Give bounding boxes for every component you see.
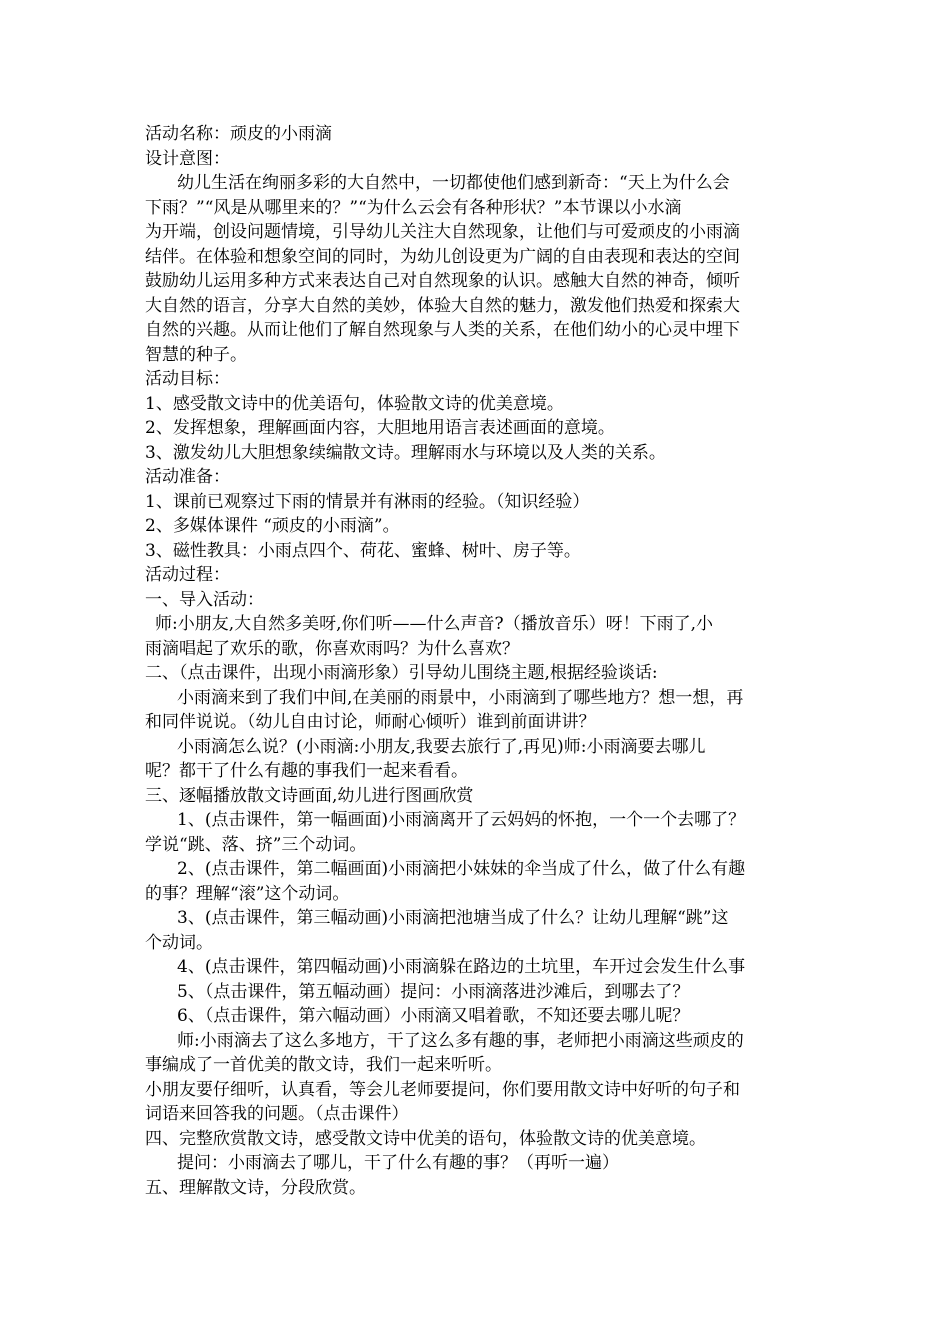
text-line: 五、理解散文诗，分段欣赏。 [145,1177,366,1198]
text-line: 小雨滴来到了我们中间,在美丽的雨景中，小雨滴到了哪些地方？想一想，再 [177,687,744,708]
text-line: 1、课前已观察过下雨的情景并有淋雨的经验。（知识经验） [145,491,590,512]
text-line: 四、完整欣赏散文诗，感受散文诗中优美的语句，体验散文诗的优美意境。 [145,1128,706,1149]
text-line: 为开端，创设问题情境，引导幼儿关注大自然现象，让他们与可爱顽皮的小雨滴 [145,222,740,242]
text-line: 师:小雨滴去了这么多地方，干了这么多有趣的事，老师把小雨滴这些顽皮的 [177,1030,744,1051]
text-line: 3、激发幼儿大胆想象续编散文诗。理解雨水与环境以及人类的关系。 [145,442,666,463]
text-line: 2、多媒体课件 “顽皮的小雨滴”。 [145,516,400,536]
document-page [145,122,810,1200]
text-line: 三、逐幅播放散文诗画面,幼儿进行图画欣赏 [145,785,474,806]
text-line: 下雨？”“风是从哪里来的？”“为什么云会有各种形状？”本节课以小水滴 [145,197,682,218]
text-line: 提问：小雨滴去了哪儿，干了什么有趣的事？（再听一遍） [177,1153,619,1173]
text-line: 学说“跳、落、挤”三个动词。 [145,834,367,855]
text-line: 幼儿生活在绚丽多彩的大自然中，一切都使他们感到新奇：“天上为什么会 [177,173,730,193]
text-line: 呢？都干了什么有趣的事我们一起来看看。 [145,761,468,781]
text-line: 智慧的种子。 [145,344,247,365]
text-line: 2、发挥想象，理解画面内容，大胆地用语言表述画面的意境。 [145,418,615,438]
text-line: 设计意图： [145,148,230,169]
text-line: 3、(点击课件，第三幅动画)小雨滴把池塘当成了什么？让幼儿理解“跳”这 [177,908,729,928]
text-line: 1、感受散文诗中的优美语句，体验散文诗的优美意境。 [145,393,564,414]
text-line: 小朋友要仔细听，认真看，等会儿老师要提问，你们要用散文诗中好听的句子和 [145,1079,740,1100]
text-line: 事编成了一首优美的散文诗，我们一起来听听。 [145,1055,502,1075]
text-line: 结伴。在体验和想象空间的同时，为幼儿创设更为广阔的自由表现和表达的空间 [145,246,740,267]
text-line: 雨滴唱起了欢乐的歌，你喜欢雨吗？为什么喜欢？ [145,638,519,659]
text-line: 师:小朋友,大自然多美呀,你们听——什么声音?（播放音乐）呀！下雨了,小 [155,614,714,634]
text-line: 自然的兴趣。从而让他们了解自然现象与人类的关系，在他们幼小的心灵中埋下 [145,320,740,340]
text-line: 的事？理解“滚”这个动词。 [145,883,350,904]
text-line: 2、(点击课件，第二幅画面)小雨滴把小妹妹的伞当成了什么，做了什么有趣 [177,859,746,879]
text-line: 活动过程： [145,565,230,585]
text-line: 活动名称：顽皮的小雨滴 [145,124,332,144]
text-line: 4、(点击课件，第四幅动画)小雨滴躲在路边的土坑里，车开过会发生什么事 [177,957,746,977]
text-line: 鼓励幼儿运用多种方式来表达自己对自然现象的认识。感触大自然的神奇，倾听 [145,271,740,291]
text-line: 一、导入活动： [145,589,264,610]
text-line: 小雨滴怎么说？(小雨滴:小朋友,我要去旅行了,再见)师:小雨滴要去哪儿 [177,736,706,757]
text-line: 5、（点击课件，第五幅动画）提问：小雨滴落进沙滩后，到哪去了？ [177,981,690,1002]
text-line: 活动准备： [145,467,230,487]
text-line: 大自然的语言，分享大自然的美妙，体验大自然的魅力，激发他们热爱和探索大 [145,295,740,316]
text-line: 3、磁性教具：小雨点四个、荷花、蜜蜂、树叶、房子等。 [145,540,581,561]
text-line: 个动词。 [145,932,213,953]
text-line: 二、（点击课件，出现小雨滴形象）引导幼儿围绕主题,根据经验谈话: [145,663,658,683]
text-line: 6、（点击课件，第六幅动画）小雨滴又唱着歌，不知还要去哪儿呢？ [177,1006,690,1026]
text-line: 活动目标： [145,369,230,389]
text-line: 1、(点击课件，第一幅画面)小雨滴离开了云妈妈的怀抱，一个一个去哪了？ [177,810,746,830]
text-line: 词语来回答我的问题。（点击课件） [145,1104,409,1124]
text-line: 和同伴说说。（幼儿自由讨论，师耐心倾听）谁到前面讲讲？ [145,712,596,732]
